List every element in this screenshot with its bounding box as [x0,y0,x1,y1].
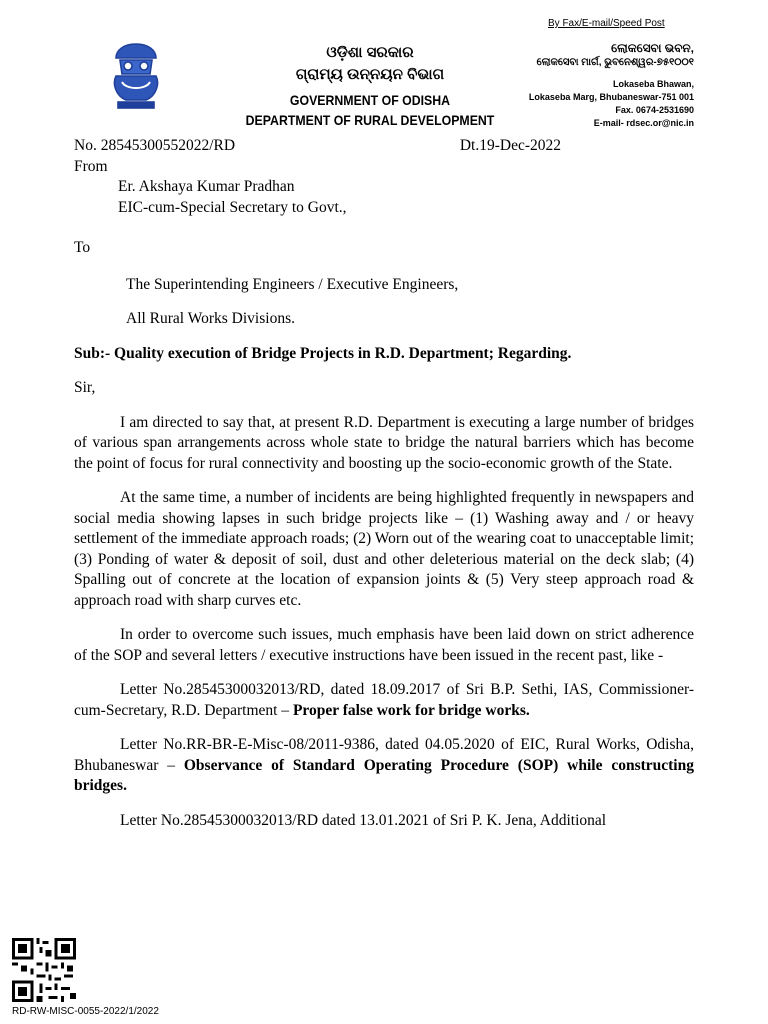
reference-1-text: Letter No.28545300032013/RD, dated 18.09.2017 of Sri B.P. Sethi, IAS, Commissioner-cum-Secretary, R.D. Department – [74,681,694,719]
fax-number: Fax. 0674-2531690 [615,105,694,115]
odia-address-line-1: ଲୋକସେବା ଭବନ, [611,41,694,55]
letter-number: No. 28545300552022/RD [74,137,236,154]
sender-name: Er. Akshaya Kumar Pradhan [118,178,295,195]
subject-line: Sub:- Quality execution of Bridge Projects in R.D. Department; Regarding. [74,344,572,362]
dispatch-note: By Fax/E-mail/Speed Post [548,18,665,29]
letterhead-address [529,40,694,130]
qr-code-icon [12,938,76,1002]
salutation: Sir, [74,379,96,396]
reference-2-text: Letter No.RR-BR-E-Misc-08/2011-9386, dated 04.05.2020 of EIC, Rural Works, Odisha, Bhubaneswar – [74,736,694,774]
government-title: GOVERNMENT OF ODISHA [289,92,451,108]
email-address: E-mail- rdsec.or@nic.in [593,118,694,128]
odia-government-title: ଓଡ଼ିଶା ସରକାର [326,44,414,61]
to-label: To [74,239,91,256]
paragraph-2: At the same time, a number of incidents are being highlighted frequently in newspapers and social media showing lapses in such bridge projects like – (1) Washing away and / or heavy settlement of the immediate approach roads; (2) Worn out of the wearing coat to unacceptable limit; (3) Ponding of water & deposit of soil, dust and other deleterious material on the deck slab; (4) Spalling out of concrete at the location of expansion joints & (5) Very steep approach road & approach road with sharp curves etc. [74,489,694,609]
address-line-1: Lokaseba Bhawan, [612,79,694,89]
reference-letter-1 [74,680,694,721]
reference-line [74,136,561,157]
from-label: From [74,157,108,175]
sender-designation: EIC-cum-Special Secretary to Govt., [118,198,347,216]
department-title: DEPARTMENT OF RURAL DEVELOPMENT [245,112,495,128]
state-emblem-icon [104,40,168,112]
address-line-2: Lokaseba Marg, Bhubaneswar-751 001 [528,92,694,102]
letter-body [74,136,694,831]
recipient-line-1: The Superintending Engineers / Executive Engineers, [126,275,459,293]
letter-date: Dt.19-Dec-2022 [459,137,561,154]
odia-department-title: ଗ୍ରାମ୍ୟ ଉନ୍ନୟନ ବିଭାଗ [295,66,445,83]
odia-address-line-2: ଲୋକସେବା ମାର୍ଗ, ଭୁବନେଶ୍ୱର-୭୫୧୦୦୧ [536,57,694,68]
reference-2-subject: Observance of Standard Operating Procedure (SOP) while constructing bridges. [74,756,694,794]
paragraph-1: I am directed to say that, at present R.D. Department is executing a large number of bridges of various span arrangements across whole state to bridge the natural barriers which has become the point of focus for rural connectivity and boosting up the socio-economic growth of the State. [74,413,694,472]
letterhead-title [220,42,520,130]
recipient-line-2: All Rural Works Divisions. [126,310,295,327]
file-code: RD-RW-MISC-0055-2022/1/2022 [12,1006,159,1017]
paragraph-3: In order to overcome such issues, much emphasis have been laid down on strict adherence of the SOP and several letters / executive instructions have been issued in the recent past, like - [74,626,694,664]
reference-1-subject: Proper false work for bridge works. [292,701,530,719]
reference-letter-2 [74,735,694,797]
reference-letter-3: Letter No.28545300032013/RD dated 13.01.2021 of Sri P. K. Jena, Additional [120,811,607,829]
